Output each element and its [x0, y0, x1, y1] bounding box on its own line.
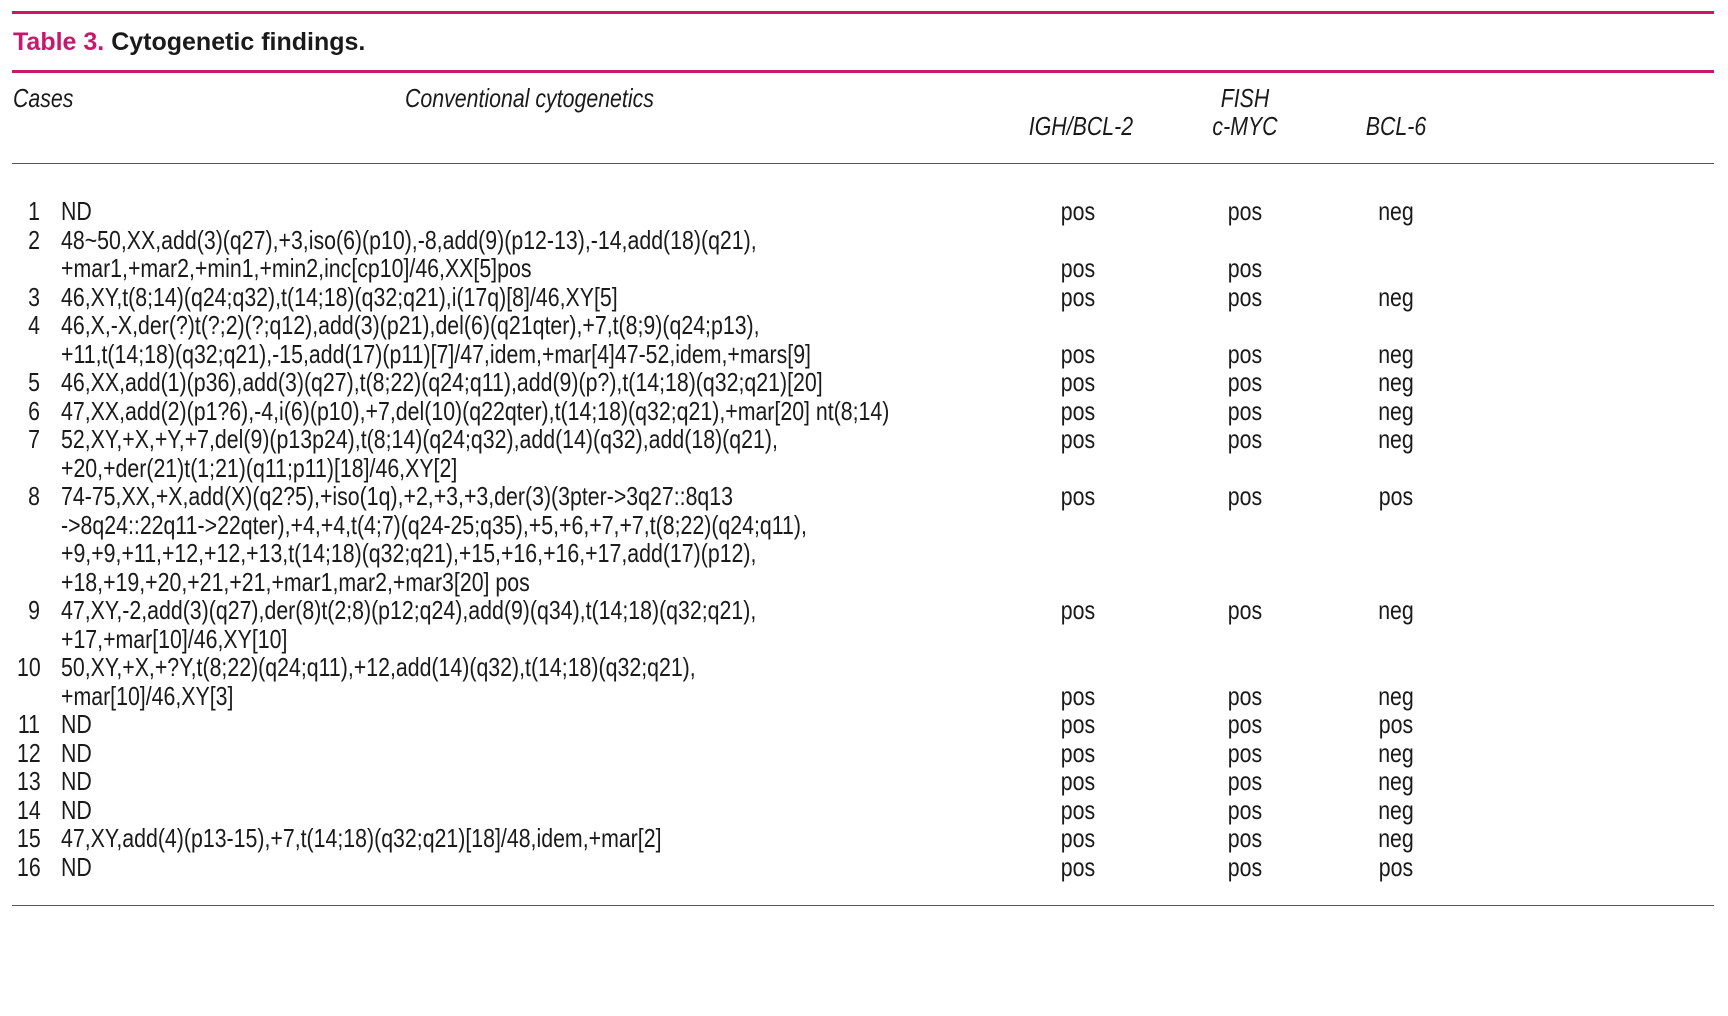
table-caption-label: Table 3. — [13, 28, 105, 56]
table-row — [0, 425, 1728, 482]
fish-igh-bcl2-value: pos — [1060, 424, 1096, 454]
fish-c-myc-value: pos — [1227, 680, 1263, 711]
cytogenetics-line — [0, 311, 1728, 340]
fish-bcl6-value: neg — [1378, 424, 1414, 454]
case-number: 11 — [17, 709, 40, 739]
cytogenetics-line — [0, 625, 1728, 654]
cytogenetics-text: ND — [61, 737, 92, 768]
cytogenetics-text: +9,+9,+11,+12,+12,+13,t(14;18)(q32;q21),+15,+16,+16,+17,add(17)(p12), — [61, 538, 757, 568]
case-number: 6 — [28, 395, 40, 426]
fish-c-myc-value: pos — [1227, 253, 1263, 283]
fish-igh-bcl2-value: pos — [1060, 281, 1096, 312]
fish-igh-bcl2-value: pos — [1060, 253, 1096, 283]
cytogenetics-text: 47,XY,add(4)(p13-15),+7,t(14;18)(q32;q21)[18]/48,idem,+mar[2] — [61, 823, 662, 853]
table-row — [0, 283, 1728, 312]
header-fish: FISH — [1220, 83, 1270, 113]
cytogenetics-line — [0, 767, 1728, 796]
table-row — [0, 226, 1728, 283]
cytogenetics-line — [0, 853, 1728, 882]
fish-c-myc-value: pos — [1227, 481, 1263, 511]
fish-bcl6-value: neg — [1378, 737, 1414, 768]
cytogenetics-text: +mar[10]/46,XY[3] — [61, 680, 234, 711]
fish-bcl6-value: neg — [1378, 823, 1414, 853]
table-top-rule — [12, 11, 1714, 14]
cytogenetics-text: +18,+19,+20,+21,+21,+mar1,mar2,+mar3[20] pos — [61, 566, 530, 597]
case-number: 16 — [17, 851, 41, 882]
fish-igh-bcl2-value: pos — [1060, 196, 1096, 226]
case-number: 14 — [17, 794, 41, 825]
fish-bcl6-value: neg — [1378, 367, 1414, 397]
header-conventional-cytogenetics: Conventional cytogenetics — [405, 83, 654, 113]
cytogenetics-line — [0, 340, 1728, 369]
cytogenetics-line — [0, 254, 1728, 283]
fish-c-myc-value: pos — [1227, 595, 1263, 625]
table-subheader-rule — [12, 163, 1714, 164]
table-row — [0, 796, 1728, 825]
cytogenetics-text: 47,XY,-2,add(3)(q27),der(8)t(2;8)(p12;q24),add(9)(q34),t(14;18)(q32;q21), — [61, 595, 757, 625]
cytogenetics-line — [0, 226, 1728, 255]
fish-c-myc-value: pos — [1227, 851, 1263, 882]
case-number: 12 — [17, 737, 41, 768]
case-number: 3 — [28, 281, 40, 312]
fish-c-myc-value: pos — [1227, 823, 1263, 853]
case-number: 8 — [28, 481, 40, 511]
fish-bcl6-value: neg — [1378, 766, 1414, 796]
table-row — [0, 653, 1728, 710]
fish-igh-bcl2-value: pos — [1060, 851, 1096, 882]
table-bottom-rule — [12, 905, 1714, 906]
table-row — [0, 824, 1728, 853]
fish-c-myc-value: pos — [1227, 709, 1263, 739]
fish-c-myc-value: pos — [1227, 794, 1263, 825]
table-header-rule — [12, 70, 1714, 73]
case-number: 15 — [17, 823, 41, 853]
cytogenetics-text: 46,XX,add(1)(p36),add(3)(q27),t(8;22)(q24;q11),add(9)(p?),t(14;18)(q32;q21)[20] — [61, 367, 823, 397]
cytogenetics-text: 46,X,-X,der(?)t(?;2)(?;q12),add(3)(p21),del(6)(q21qter),+7,t(8;9)(q24;p13), — [61, 310, 760, 340]
fish-igh-bcl2-value: pos — [1060, 794, 1096, 825]
fish-igh-bcl2-value: pos — [1060, 595, 1096, 625]
cytogenetics-text: 48~50,XX,add(3)(q27),+3,iso(6)(p10),-8,add(9)(p12-13),-14,add(18)(q21), — [61, 224, 757, 255]
fish-igh-bcl2-value: pos — [1060, 367, 1096, 397]
table-body — [0, 197, 1728, 881]
case-number: 10 — [17, 652, 41, 682]
fish-igh-bcl2-value: pos — [1060, 709, 1096, 739]
header-cases: Cases — [13, 83, 74, 113]
table-row — [0, 311, 1728, 368]
case-number: 13 — [17, 766, 41, 796]
cytogenetics-text: 52,XY,+X,+Y,+7,del(9)(p13p24),t(8;14)(q24;q32),add(14)(q32),add(18)(q21), — [61, 424, 778, 454]
fish-bcl6-value: neg — [1378, 196, 1414, 226]
table-caption-text: Cytogenetic findings. — [111, 28, 366, 56]
cytogenetics-text: ND — [61, 851, 92, 882]
cytogenetics-text: ND — [61, 196, 92, 226]
case-number: 5 — [28, 367, 40, 397]
table-caption — [13, 28, 365, 57]
cytogenetics-line — [0, 824, 1728, 853]
cytogenetics-line — [0, 511, 1728, 540]
cytogenetics-text: 47,XX,add(2)(p1?6),-4,i(6)(p10),+7,del(10)(q22qter),t(14;18)(q32;q21),+mar[20] nt(8;14) — [61, 395, 890, 426]
fish-bcl6-value: neg — [1378, 395, 1414, 426]
fish-bcl6-value: neg — [1378, 281, 1414, 312]
fish-c-myc-value: pos — [1227, 367, 1263, 397]
cytogenetics-line — [0, 710, 1728, 739]
cytogenetics-line — [0, 682, 1728, 711]
header-bcl6: BCL-6 — [1365, 111, 1427, 141]
cytogenetics-text: ND — [61, 794, 92, 825]
cytogenetics-line — [0, 368, 1728, 397]
cytogenetics-line — [0, 425, 1728, 454]
fish-bcl6-value: pos — [1378, 851, 1414, 882]
cytogenetics-text: 46,XY,t(8;14)(q24;q32),t(14;18)(q32;q21),i(17q)[8]/46,XY[5] — [61, 281, 618, 312]
case-number: 7 — [28, 424, 40, 454]
fish-igh-bcl2-value: pos — [1060, 680, 1096, 711]
fish-c-myc-value: pos — [1227, 737, 1263, 768]
table-row — [0, 596, 1728, 653]
cytogenetics-line — [0, 197, 1728, 226]
case-number: 9 — [28, 595, 40, 625]
cytogenetics-line — [0, 653, 1728, 682]
cytogenetics-line — [0, 796, 1728, 825]
cytogenetics-line — [0, 454, 1728, 483]
cytogenetics-line — [0, 568, 1728, 597]
cytogenetics-text: 74-75,XX,+X,add(X)(q2?5),+iso(1q),+2,+3,+3,der(3)(3pter->3q27::8q13 — [61, 481, 734, 511]
fish-igh-bcl2-value: pos — [1060, 766, 1096, 796]
fish-c-myc-value: pos — [1227, 196, 1263, 226]
fish-bcl6-value: neg — [1378, 680, 1414, 711]
table-row — [0, 767, 1728, 796]
fish-bcl6-value: neg — [1378, 595, 1414, 625]
header-igh-bcl2: IGH/BCL-2 — [1028, 111, 1134, 141]
fish-igh-bcl2-value: pos — [1060, 823, 1096, 853]
cytogenetics-text: +mar1,+mar2,+min1,+min2,inc[cp10]/46,XX[5]pos — [61, 253, 532, 283]
cytogenetics-line — [0, 539, 1728, 568]
cytogenetics-line — [0, 596, 1728, 625]
fish-igh-bcl2-value: pos — [1060, 737, 1096, 768]
case-number: 1 — [28, 196, 40, 226]
fish-bcl6-value: neg — [1378, 338, 1414, 369]
cytogenetics-text: ->8q24::22q11->22qter),+4,+4,t(4;7)(q24-25;q35),+5,+6,+7,+7,t(8;22)(q24;q11), — [61, 509, 807, 540]
fish-c-myc-value: pos — [1227, 424, 1263, 454]
cytogenetics-text: +17,+mar[10]/46,XY[10] — [61, 623, 288, 654]
cytogenetics-line — [0, 397, 1728, 426]
fish-igh-bcl2-value: pos — [1060, 395, 1096, 426]
fish-c-myc-value: pos — [1227, 338, 1263, 369]
fish-c-myc-value: pos — [1227, 281, 1263, 312]
table-row — [0, 368, 1728, 397]
fish-bcl6-value: pos — [1378, 481, 1414, 511]
table-row — [0, 482, 1728, 596]
table-row — [0, 739, 1728, 768]
cytogenetics-line — [0, 482, 1728, 511]
cytogenetics-line — [0, 283, 1728, 312]
cytogenetics-text: ND — [61, 766, 92, 796]
fish-c-myc-value: pos — [1227, 766, 1263, 796]
case-number: 2 — [28, 224, 40, 255]
header-c-myc: c-MYC — [1212, 111, 1278, 141]
cytogenetics-line — [0, 739, 1728, 768]
table-row — [0, 197, 1728, 226]
fish-bcl6-value: pos — [1378, 709, 1414, 739]
fish-bcl6-value — [1347, 254, 1445, 283]
fish-c-myc-value: pos — [1227, 395, 1263, 426]
cytogenetics-text: +20,+der(21)t(1;21)(q11;p11)[18]/46,XY[2] — [61, 452, 458, 483]
cytogenetics-text: +11,t(14;18)(q32;q21),-15,add(17)(p11)[7]/47,idem,+mar[4]47-52,idem,+mars[9] — [61, 338, 811, 369]
fish-bcl6-value: neg — [1378, 794, 1414, 825]
table-row — [0, 397, 1728, 426]
case-number: 4 — [28, 310, 40, 340]
table-row — [0, 710, 1728, 739]
fish-igh-bcl2-value: pos — [1060, 338, 1096, 369]
fish-igh-bcl2-value: pos — [1060, 481, 1096, 511]
cytogenetics-text: 50,XY,+X,+?Y,t(8;22)(q24;q11),+12,add(14)(q32),t(14;18)(q32;q21), — [61, 652, 696, 682]
cytogenetics-text: ND — [61, 709, 92, 739]
table-row — [0, 853, 1728, 882]
